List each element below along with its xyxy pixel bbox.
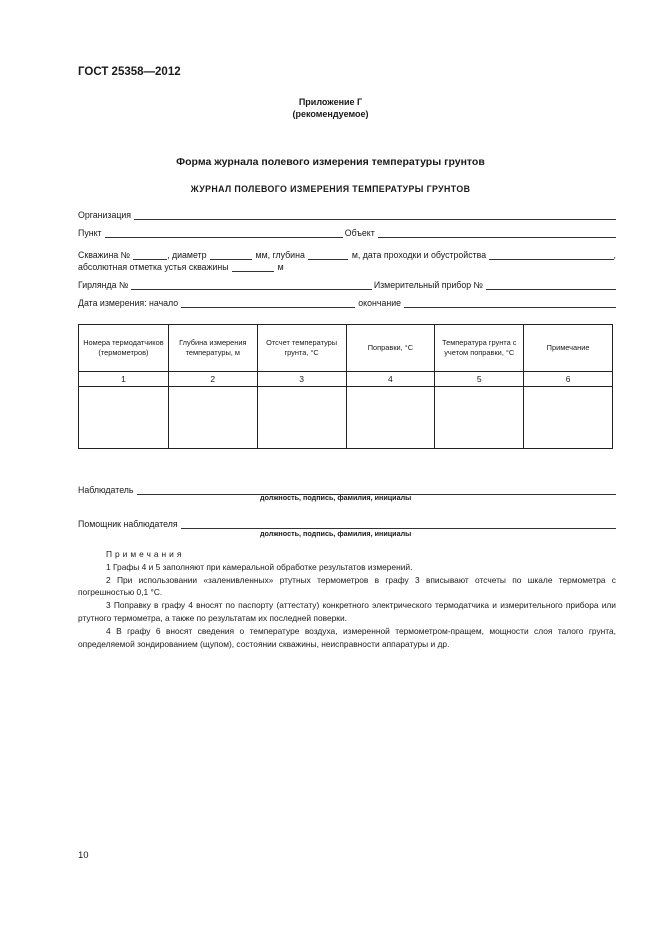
- date-end-label: окончание: [358, 298, 401, 308]
- garland-field[interactable]: [131, 279, 371, 290]
- device-field[interactable]: [486, 279, 616, 290]
- table-cell[interactable]: [435, 387, 524, 449]
- point-field[interactable]: [105, 227, 343, 238]
- note-item: 1 Графы 4 и 5 заполняют при камеральной обработке результатов измерений.: [106, 561, 413, 572]
- column-number: 3: [257, 372, 346, 387]
- depth-label: мм, глубина: [255, 250, 305, 260]
- observer-caption: должность, подпись, фамилия, инициалы: [260, 493, 412, 502]
- table-row: [79, 387, 613, 449]
- notes-block: [78, 548, 616, 650]
- note-item: 3 Поправку в графу 4 вносят по паспорту (аттестату) конкретного электрического термодатчика и измерительного прибора или ртутного термометра, а также по результатам их последней поверки.: [78, 600, 616, 623]
- journal-title: ЖУРНАЛ ПОЛЕВОГО ИЗМЕРЕНИЯ ТЕМПЕРАТУРЫ ГРУНТОВ: [190, 184, 471, 194]
- comma-mark: ,: [613, 250, 616, 260]
- column-number: 2: [168, 372, 257, 387]
- column-header: Примечание: [524, 325, 613, 372]
- column-number-row: [79, 372, 613, 387]
- column-header: Отсчет температуры грунта, °С: [257, 325, 346, 372]
- column-header: Глубина измерения температуры, м: [168, 325, 257, 372]
- table-cell[interactable]: [168, 387, 257, 449]
- assistant-field[interactable]: [181, 518, 616, 529]
- notes-heading: Примечания: [106, 549, 185, 559]
- page-number: 10: [78, 850, 89, 861]
- organization-row: [78, 206, 616, 220]
- diameter-label: , диаметр: [167, 250, 207, 260]
- point-object-row: [78, 224, 616, 238]
- note-item: 2 При использовании «заленивленных» ртутных термометров в графу 3 вписывают отсчеты по шкале термометра с погрешностью 0,1 °С.: [78, 574, 616, 598]
- form-title: Форма журнала полевого измерения температуры грунтов: [176, 156, 485, 168]
- garland-label: Гирлянда №: [78, 280, 129, 290]
- object-field[interactable]: [378, 227, 616, 238]
- wellhead-label: абсолютная отметка устья скважины: [78, 262, 229, 272]
- observer-label: Наблюдатель: [78, 485, 134, 495]
- wellhead-field[interactable]: [232, 261, 274, 272]
- appendix-title: Приложение Г: [298, 97, 363, 107]
- column-header: Температура грунта с учетом поправки, °С: [435, 325, 524, 372]
- appendix-status: (рекомендуемое): [292, 109, 369, 119]
- point-label: Пункт: [78, 228, 102, 238]
- table-header-row: [79, 325, 613, 372]
- table-cell[interactable]: [257, 387, 346, 449]
- organization-label: Организация: [78, 210, 132, 220]
- date-start-label: Дата измерения: начало: [78, 298, 179, 308]
- date-start-field[interactable]: [181, 297, 355, 308]
- journal-table: [78, 324, 613, 449]
- well-label: Скважина №: [78, 250, 131, 260]
- note-item: 4 В графу 6 вносят сведения о температуре воздуха, измеренной термометром-пращем, мощности слоя талого грунта, определяемой зондированием (щупом), состоянии скважины, неисправности аппаратуры и др.: [78, 625, 616, 649]
- garland-row: [78, 276, 616, 290]
- column-header: Поправки, °С: [346, 325, 435, 372]
- table-cell[interactable]: [524, 387, 613, 449]
- assistant-label: Помощник наблюдателя: [78, 519, 178, 529]
- wellhead-row: [78, 258, 616, 272]
- assistant-row: [78, 515, 616, 529]
- column-number: 1: [79, 372, 169, 387]
- assistant-caption: должность, подпись, фамилия, инициалы: [260, 529, 412, 538]
- organization-field[interactable]: [134, 209, 616, 220]
- device-label: Измерительный прибор №: [373, 280, 483, 290]
- column-number: 6: [524, 372, 613, 387]
- object-label: Объект: [344, 228, 375, 238]
- wellhead-unit: м: [277, 262, 284, 272]
- table-cell[interactable]: [79, 387, 169, 449]
- column-number: 5: [435, 372, 524, 387]
- date-row: [78, 294, 616, 308]
- date-end-field[interactable]: [404, 297, 616, 308]
- column-number: 4: [346, 372, 435, 387]
- column-header: Номера термодатчиков (термометров): [79, 325, 169, 372]
- drill-date-label: м, дата проходки и обустройства: [351, 250, 487, 260]
- document-header: ГОСТ 25358—2012: [78, 66, 181, 78]
- table-cell[interactable]: [346, 387, 435, 449]
